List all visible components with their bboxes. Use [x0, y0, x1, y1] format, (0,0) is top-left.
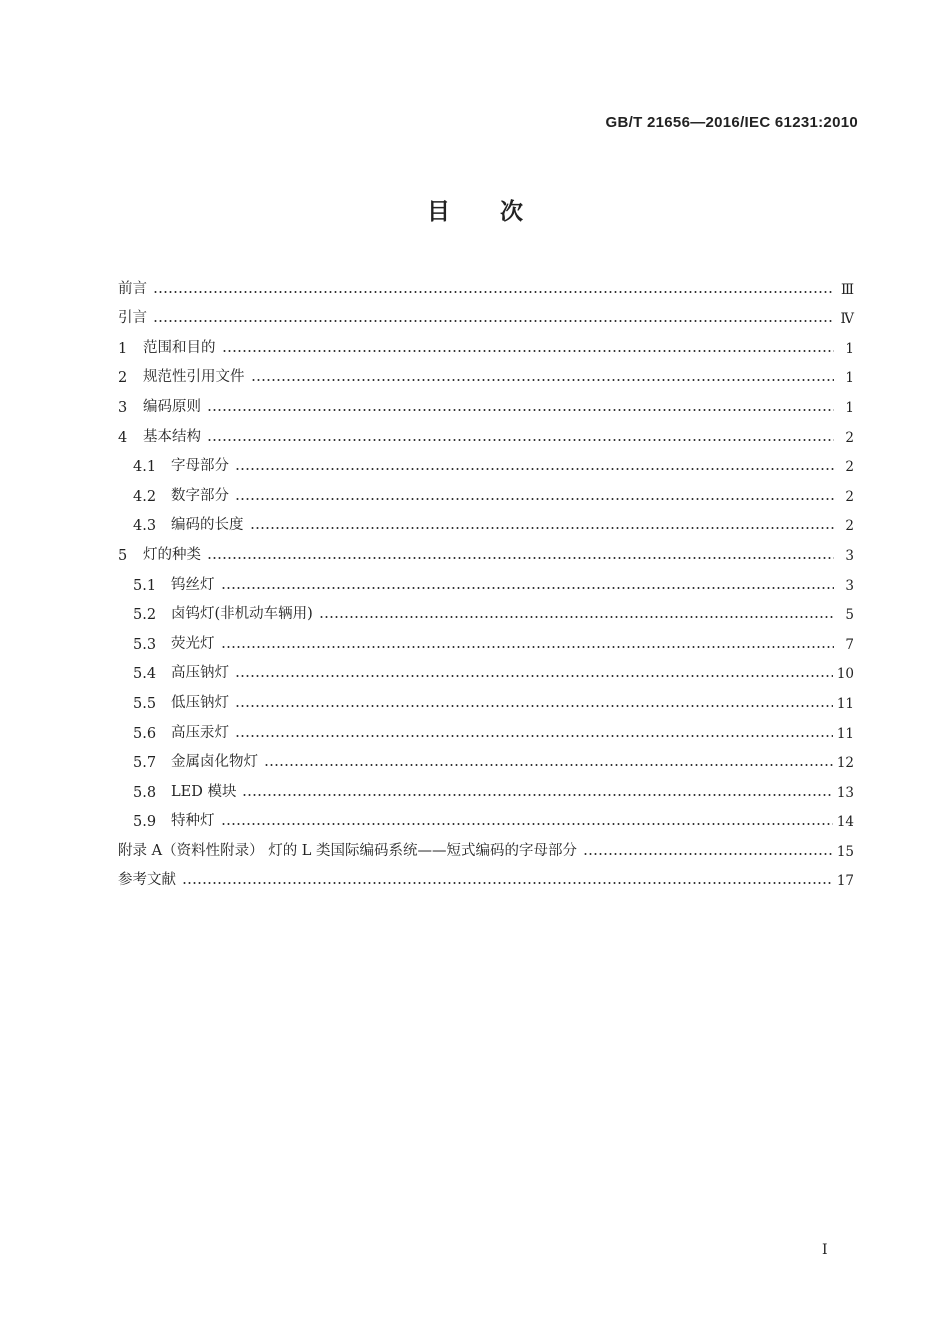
page-title: 目次	[427, 198, 573, 225]
page-number: I	[822, 1242, 828, 1258]
toc-entry[interactable]	[118, 712, 854, 742]
dot-leader	[153, 290, 834, 294]
toc-entry-title: 前言	[118, 280, 147, 297]
toc-entry-page: 5	[845, 607, 854, 624]
toc-entry-page: 2	[845, 488, 854, 505]
toc-entry[interactable]	[118, 682, 854, 712]
toc-entry-page: 13	[836, 784, 854, 801]
toc-entry-page: 2	[845, 518, 854, 535]
toc-entry-number: 4.2	[133, 488, 157, 505]
dot-leader	[222, 349, 835, 353]
toc-entry[interactable]	[118, 771, 854, 801]
toc-entry-title: 规范性引用文件	[143, 369, 245, 386]
toc-entry-page: 1	[845, 340, 854, 357]
dot-leader	[242, 793, 832, 797]
toc-entry-number: 2	[118, 370, 128, 387]
toc-entry-number: 5.2	[133, 607, 157, 624]
dot-leader	[221, 645, 835, 649]
toc-entry-page: 14	[836, 814, 854, 831]
toc-entry-title: 参考文献	[118, 872, 176, 889]
dot-leader	[250, 526, 835, 530]
dot-leader	[235, 467, 834, 471]
toc-entry[interactable]	[118, 742, 854, 772]
toc-entry-number: 4.3	[133, 518, 157, 535]
toc-entry-number: 1	[118, 340, 128, 357]
toc-entry[interactable]	[118, 505, 854, 535]
toc-entry-title: 字母部分	[171, 458, 229, 475]
toc-entry[interactable]	[118, 623, 854, 653]
dot-leader	[235, 734, 833, 738]
toc-entry-title: 钨丝灯	[171, 576, 215, 593]
toc-entry[interactable]	[118, 475, 854, 505]
toc-entry-page: 2	[845, 459, 854, 476]
dot-leader	[207, 556, 834, 560]
toc-entry-page: 17	[836, 873, 854, 890]
toc-entry-page: 1	[845, 399, 854, 416]
toc-entry[interactable]	[118, 653, 854, 683]
toc-entry[interactable]	[118, 830, 854, 860]
toc-entry[interactable]	[118, 298, 854, 328]
toc-entry[interactable]	[118, 534, 854, 564]
dot-leader	[221, 586, 835, 590]
dot-leader	[182, 881, 833, 885]
toc-entry-title: 金属卤化物灯	[171, 754, 258, 771]
toc-entry-page: Ⅳ	[840, 311, 854, 328]
dot-leader	[235, 497, 834, 501]
toc-entry-title: 范围和目的	[143, 339, 216, 356]
toc-entry-title: 卤钨灯(非机动车辆用)	[171, 606, 313, 623]
toc-entry-number: 4	[118, 429, 128, 446]
dot-leader	[235, 704, 833, 708]
toc-entry-title: 高压钠灯	[171, 665, 229, 682]
toc-entry-title: 荧光灯	[171, 635, 215, 652]
toc-entry-number: 5.7	[133, 755, 157, 772]
toc-entry-number: 5.8	[133, 784, 157, 801]
toc-entry[interactable]	[118, 416, 854, 446]
dot-leader	[153, 319, 834, 323]
dot-leader	[235, 674, 833, 678]
toc-entry-number: 5	[118, 547, 128, 564]
dot-leader	[221, 822, 833, 826]
toc-entry[interactable]	[118, 327, 854, 357]
toc-entry-page: Ⅲ	[840, 281, 854, 298]
toc-entry-title: 数字部分	[171, 487, 229, 504]
toc-entry-page: 3	[845, 577, 854, 594]
toc-entry-number: 5.4	[133, 666, 157, 683]
toc-entry-title: 编码的长度	[171, 517, 244, 534]
toc-entry[interactable]	[118, 564, 854, 594]
dot-leader	[264, 763, 833, 767]
dot-leader	[207, 438, 834, 442]
dot-leader	[251, 378, 835, 382]
toc-entry-page: 15	[836, 843, 854, 860]
toc-entry[interactable]	[118, 860, 854, 890]
toc-entry-title: 高压汞灯	[171, 724, 229, 741]
toc-entry-title: 编码原则	[143, 398, 201, 415]
dot-leader	[583, 852, 833, 856]
toc-entry-number: 5.1	[133, 577, 157, 594]
dot-leader	[319, 615, 834, 619]
toc-entry[interactable]	[118, 446, 854, 476]
toc-entry-title: 基本结构	[143, 428, 201, 445]
toc-entry[interactable]	[118, 386, 854, 416]
table-of-contents	[118, 268, 854, 889]
toc-entry-title: 附录 A（资料性附录） 灯的 L 类国际编码系统——短式编码的字母部分	[118, 842, 578, 859]
toc-entry-page: 3	[845, 547, 854, 564]
toc-entry-number: 3	[118, 399, 128, 416]
toc-entry-title: 特种灯	[171, 813, 215, 830]
dot-leader	[207, 408, 834, 412]
toc-entry-page: 7	[845, 636, 854, 653]
toc-entry-number: 5.6	[133, 725, 157, 742]
toc-entry-number: 5.9	[133, 814, 157, 831]
toc-entry-number: 5.5	[133, 695, 157, 712]
toc-entry[interactable]	[118, 357, 854, 387]
toc-entry-page: 11	[836, 725, 854, 742]
toc-entry-page: 2	[845, 429, 854, 446]
toc-entry-title: 灯的种类	[143, 546, 201, 563]
toc-entry-number: 5.3	[133, 636, 157, 653]
toc-entry-title: LED 模块	[171, 783, 237, 800]
toc-entry-number: 4.1	[133, 459, 157, 476]
toc-entry-title: 低压钠灯	[171, 694, 229, 711]
toc-entry[interactable]	[118, 594, 854, 624]
standard-number: GB/T 21656—2016/IEC 61231:2010	[605, 114, 858, 131]
toc-entry[interactable]	[118, 268, 854, 298]
toc-entry-title: 引言	[118, 310, 147, 327]
toc-entry-page: 11	[836, 695, 854, 712]
toc-entry-page: 10	[836, 666, 854, 683]
toc-entry[interactable]	[118, 801, 854, 831]
toc-entry-page: 12	[836, 755, 854, 772]
toc-entry-page: 1	[845, 370, 854, 387]
